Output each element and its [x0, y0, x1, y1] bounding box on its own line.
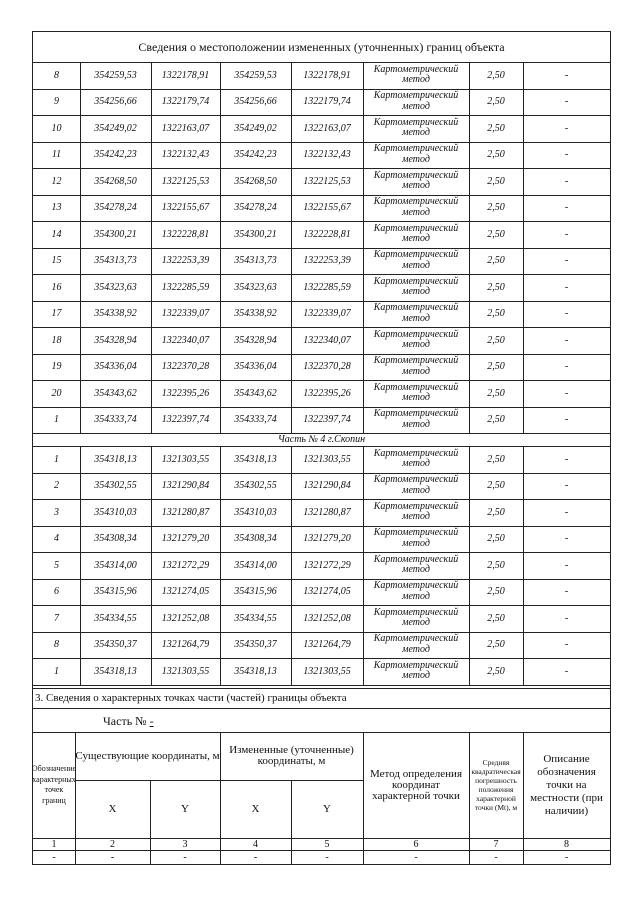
existing-x: 354278,24	[94, 202, 137, 214]
point-description: -	[564, 559, 569, 571]
empty-cell: -	[325, 851, 329, 863]
changed-y: 1322395,26	[303, 387, 351, 399]
point-number: 11	[51, 149, 62, 161]
method: Картометрический метод	[373, 275, 459, 298]
rms-error: 2,50	[487, 414, 505, 426]
method: Картометрический метод	[373, 606, 459, 629]
point-description: -	[564, 586, 569, 598]
point-number: 10	[51, 122, 62, 134]
changed-x: 354256,66	[234, 96, 277, 108]
changed-x: 354333,74	[234, 414, 277, 426]
existing-x: 354334,55	[94, 612, 137, 624]
empty-cell: -	[564, 851, 569, 863]
point-number: 8	[54, 69, 59, 81]
existing-y: 1322178,91	[161, 69, 210, 81]
existing-x: 354333,74	[94, 414, 137, 426]
rms-error: 2,50	[487, 387, 505, 399]
changed-x: 354310,03	[234, 506, 277, 518]
rms-error: 2,50	[487, 639, 505, 651]
method: Картометрический метод	[373, 633, 459, 655]
column-number: 6	[413, 838, 419, 850]
changed-y: 1322253,39	[303, 255, 351, 267]
rms-error: 2,50	[487, 612, 505, 624]
existing-x: 354318,13	[94, 453, 137, 465]
part-number	[103, 710, 154, 732]
existing-y: 1322253,39	[161, 255, 210, 267]
changed-x: 354242,23	[234, 149, 277, 161]
changed-y: 1322179,74	[303, 96, 351, 108]
changed-x: 354323,63	[234, 281, 277, 293]
changed-x: 354314,00	[234, 559, 277, 571]
point-number: 15	[51, 255, 62, 267]
changed-y: 1322125,53	[303, 175, 351, 187]
method: Картометрический метод	[373, 169, 459, 192]
rms-error: 2,50	[487, 149, 505, 161]
point-number: 6	[54, 586, 59, 598]
changed-y: 1321274,05	[303, 586, 351, 598]
changed-y: 1321280,87	[303, 506, 351, 518]
point-number: 1	[54, 665, 59, 677]
existing-y: 1321279,20	[161, 533, 210, 545]
point-description: -	[564, 149, 569, 161]
point-number: 5	[54, 559, 59, 571]
rms-error: 2,50	[487, 69, 505, 81]
designation-header: Обозначение характерных точек границ	[31, 764, 77, 805]
page-title: Сведения о местоположении измененных (уточненных) границ объекта	[138, 39, 505, 54]
point-number: 9	[54, 96, 59, 108]
method: Картометрический метод	[373, 90, 459, 112]
description-header: Описание обозначения точки на местности (при наличии)	[530, 752, 603, 817]
rms-error: 2,50	[487, 228, 505, 240]
method: Картометрический метод	[373, 553, 459, 576]
changed-y: 1322370,28	[303, 361, 351, 373]
existing-y: 1321274,05	[161, 586, 210, 598]
existing-x: 354338,92	[94, 308, 137, 320]
changed-y: 1322397,74	[303, 414, 351, 426]
existing-x: 354328,94	[94, 334, 137, 346]
method: Картометрический метод	[373, 381, 459, 404]
point-description: -	[564, 308, 569, 320]
rms-header: Средняя квадратическая погрешность положения характерной точки (Mt), м	[471, 758, 521, 812]
changed-y: 1322228,81	[303, 228, 351, 240]
column-number: 4	[253, 838, 258, 850]
existing-x: 354302,55	[94, 480, 137, 492]
changed-y: 1321272,29	[303, 559, 351, 571]
rms-error: 2,50	[487, 559, 505, 571]
existing-y: 1321290,84	[161, 480, 210, 492]
point-description: -	[564, 122, 569, 134]
existing-y: 1322125,53	[161, 175, 210, 187]
method: Картометрический метод	[373, 143, 459, 165]
point-description: -	[564, 228, 569, 240]
rms-error: 2,50	[487, 533, 505, 545]
existing-x: 354350,37	[94, 639, 137, 651]
existing-x: 354300,21	[94, 228, 137, 240]
changed-y: 1321279,20	[303, 533, 351, 545]
point-description: -	[564, 453, 569, 465]
column-number: 3	[182, 838, 188, 850]
rms-error: 2,50	[487, 665, 505, 677]
method: Картометрический метод	[373, 659, 459, 682]
rms-error: 2,50	[487, 308, 505, 320]
method: Картометрический метод	[373, 116, 459, 139]
existing-y: 1322397,74	[161, 414, 210, 426]
existing-x: 354314,00	[94, 559, 137, 571]
existing-x: 354323,63	[94, 281, 137, 293]
method: Картометрический метод	[373, 63, 459, 86]
existing-y: 1322228,81	[161, 228, 210, 240]
part-4-label: Часть № 4 г.Скопин	[277, 434, 366, 445]
point-description: -	[564, 361, 569, 373]
empty-cell: -	[183, 851, 187, 863]
point-description: -	[564, 255, 569, 267]
column-number: 5	[324, 838, 330, 850]
empty-cell: -	[414, 851, 418, 863]
column-number: 7	[493, 838, 499, 850]
existing-coords-header: Существующие координаты, м	[75, 749, 220, 762]
empty-cell: -	[253, 851, 258, 863]
method: Картометрический метод	[373, 500, 459, 523]
rms-error: 2,50	[487, 480, 505, 492]
existing-x: 354256,66	[94, 96, 137, 108]
point-description: -	[564, 175, 569, 187]
changed-x: 354318,13	[234, 453, 277, 465]
changed-x: 354318,13	[234, 665, 277, 677]
point-number: 1	[54, 414, 59, 426]
rms-error: 2,50	[487, 453, 505, 465]
changed-x: 354313,73	[234, 255, 277, 267]
existing-x: 354343,62	[94, 387, 137, 399]
changed-y: 1321252,08	[303, 612, 351, 624]
point-number: 8	[54, 639, 59, 651]
point-number: 7	[54, 612, 59, 624]
point-number: 12	[51, 175, 62, 187]
method: Картометрический метод	[373, 196, 459, 218]
empty-cell: -	[494, 851, 498, 863]
rms-error: 2,50	[487, 281, 505, 293]
point-description: -	[564, 281, 569, 293]
changed-x: 354300,21	[234, 228, 277, 240]
changed-x: 354268,50	[234, 175, 277, 187]
changed-x: 354302,55	[234, 480, 277, 492]
method: Картометрический метод	[373, 527, 459, 549]
changed-x: 354328,94	[234, 334, 277, 346]
column-number: 1	[51, 838, 57, 850]
method: Картометрический метод	[373, 447, 459, 470]
point-number: 14	[51, 228, 62, 240]
rms-error: 2,50	[487, 96, 505, 108]
existing-x: 354336,04	[94, 361, 137, 373]
point-number: 4	[54, 533, 59, 545]
changed-y: 1322285,59	[303, 281, 351, 293]
method: Картометрический метод	[373, 355, 459, 377]
changed-y: 1321264,79	[303, 639, 351, 651]
existing-x: 354249,02	[94, 122, 137, 134]
column-number: 2	[110, 838, 115, 850]
changed-x-header: X	[251, 802, 260, 815]
point-description: -	[564, 480, 569, 492]
changed-y: 1322178,91	[303, 69, 351, 81]
part-number-label: Часть №	[103, 713, 147, 728]
document-frame	[32, 31, 611, 865]
point-number: 1	[54, 453, 59, 465]
point-description: -	[564, 639, 569, 651]
existing-y: 1322285,59	[161, 281, 210, 293]
empty-cell: -	[110, 851, 115, 863]
point-description: -	[564, 96, 569, 108]
existing-y: 1322155,67	[161, 202, 210, 214]
rms-error: 2,50	[487, 506, 505, 518]
point-description: -	[564, 69, 569, 81]
existing-y: 1321252,08	[161, 612, 210, 624]
point-description: -	[564, 414, 569, 426]
empty-cell: -	[52, 851, 56, 863]
changed-y: 1322340,07	[303, 334, 351, 346]
point-number: 3	[54, 506, 59, 518]
existing-y: 1321303,55	[161, 453, 210, 465]
existing-y: 1322395,26	[161, 387, 210, 399]
changed-x: 354278,24	[234, 202, 277, 214]
changed-x: 354350,37	[234, 639, 277, 651]
changed-x: 354259,53	[234, 69, 277, 81]
existing-x-header: X	[108, 802, 117, 815]
point-description: -	[564, 612, 569, 624]
changed-y: 1322163,07	[303, 122, 351, 134]
changed-x: 354249,02	[234, 122, 277, 134]
method: Картометрический метод	[373, 474, 459, 496]
existing-y: 1322340,07	[161, 334, 210, 346]
changed-y-header: Y	[323, 802, 331, 815]
changed-y: 1321290,84	[303, 480, 351, 492]
changed-coords-header: Измененные (уточненные) координаты, м	[229, 744, 354, 767]
rms-error: 2,50	[487, 202, 505, 214]
column-number: 8	[564, 838, 569, 850]
rms-error: 2,50	[487, 255, 505, 267]
existing-x: 354313,73	[94, 255, 137, 267]
changed-y: 1322155,67	[303, 202, 351, 214]
part-number-value: -	[149, 713, 154, 728]
point-number: 19	[51, 361, 62, 373]
method: Картометрический метод	[373, 328, 459, 351]
changed-x: 354343,62	[234, 387, 277, 399]
existing-x: 354318,13	[94, 665, 137, 677]
point-number: 20	[51, 387, 62, 399]
method: Картометрический метод	[373, 302, 459, 324]
point-description: -	[564, 202, 569, 214]
rms-error: 2,50	[487, 175, 505, 187]
existing-y: 1321303,55	[161, 665, 210, 677]
changed-y: 1321303,55	[303, 665, 351, 677]
existing-x: 354315,96	[94, 586, 137, 598]
existing-y: 1321280,87	[161, 506, 210, 518]
changed-x: 354308,34	[234, 533, 277, 545]
existing-x: 354259,53	[94, 69, 137, 81]
point-number: 13	[51, 202, 62, 214]
point-number: 17	[51, 308, 62, 320]
point-number: 2	[54, 480, 59, 492]
existing-y: 1322339,07	[161, 308, 210, 320]
method: Картометрический метод	[373, 249, 459, 271]
rms-error: 2,50	[487, 122, 505, 134]
existing-y: 1322370,28	[161, 361, 210, 373]
point-number: 18	[51, 334, 62, 346]
method: Картометрический метод	[373, 408, 459, 430]
existing-y: 1321264,79	[161, 639, 210, 651]
point-description: -	[564, 334, 569, 346]
existing-y: 1321272,29	[161, 559, 210, 571]
existing-y-header: Y	[181, 802, 189, 815]
existing-y: 1322163,07	[161, 122, 210, 134]
changed-y: 1322339,07	[303, 308, 351, 320]
changed-y: 1322132,43	[303, 149, 351, 161]
point-description: -	[564, 665, 569, 677]
changed-x: 354334,55	[234, 612, 277, 624]
section-3-title: 3. Сведения о характерных точках части (частей) границы объекта	[35, 692, 347, 704]
point-description: -	[564, 506, 569, 518]
method: Картометрический метод	[373, 580, 459, 602]
existing-x: 354268,50	[94, 175, 137, 187]
method: Картометрический метод	[373, 222, 459, 245]
changed-x: 354338,92	[234, 308, 277, 320]
point-description: -	[564, 387, 569, 399]
changed-x: 354315,96	[234, 586, 277, 598]
changed-y: 1321303,55	[303, 453, 351, 465]
existing-y: 1322132,43	[161, 149, 210, 161]
rms-error: 2,50	[487, 586, 505, 598]
changed-x: 354336,04	[234, 361, 277, 373]
existing-x: 354310,03	[94, 506, 137, 518]
rms-error: 2,50	[487, 334, 505, 346]
existing-x: 354308,34	[94, 533, 137, 545]
point-description: -	[564, 533, 569, 545]
existing-y: 1322179,74	[161, 96, 210, 108]
point-number: 16	[51, 281, 62, 293]
rms-error: 2,50	[487, 361, 505, 373]
method-header: Метод определения координат характерной точки	[369, 767, 463, 802]
existing-x: 354242,23	[94, 149, 137, 161]
